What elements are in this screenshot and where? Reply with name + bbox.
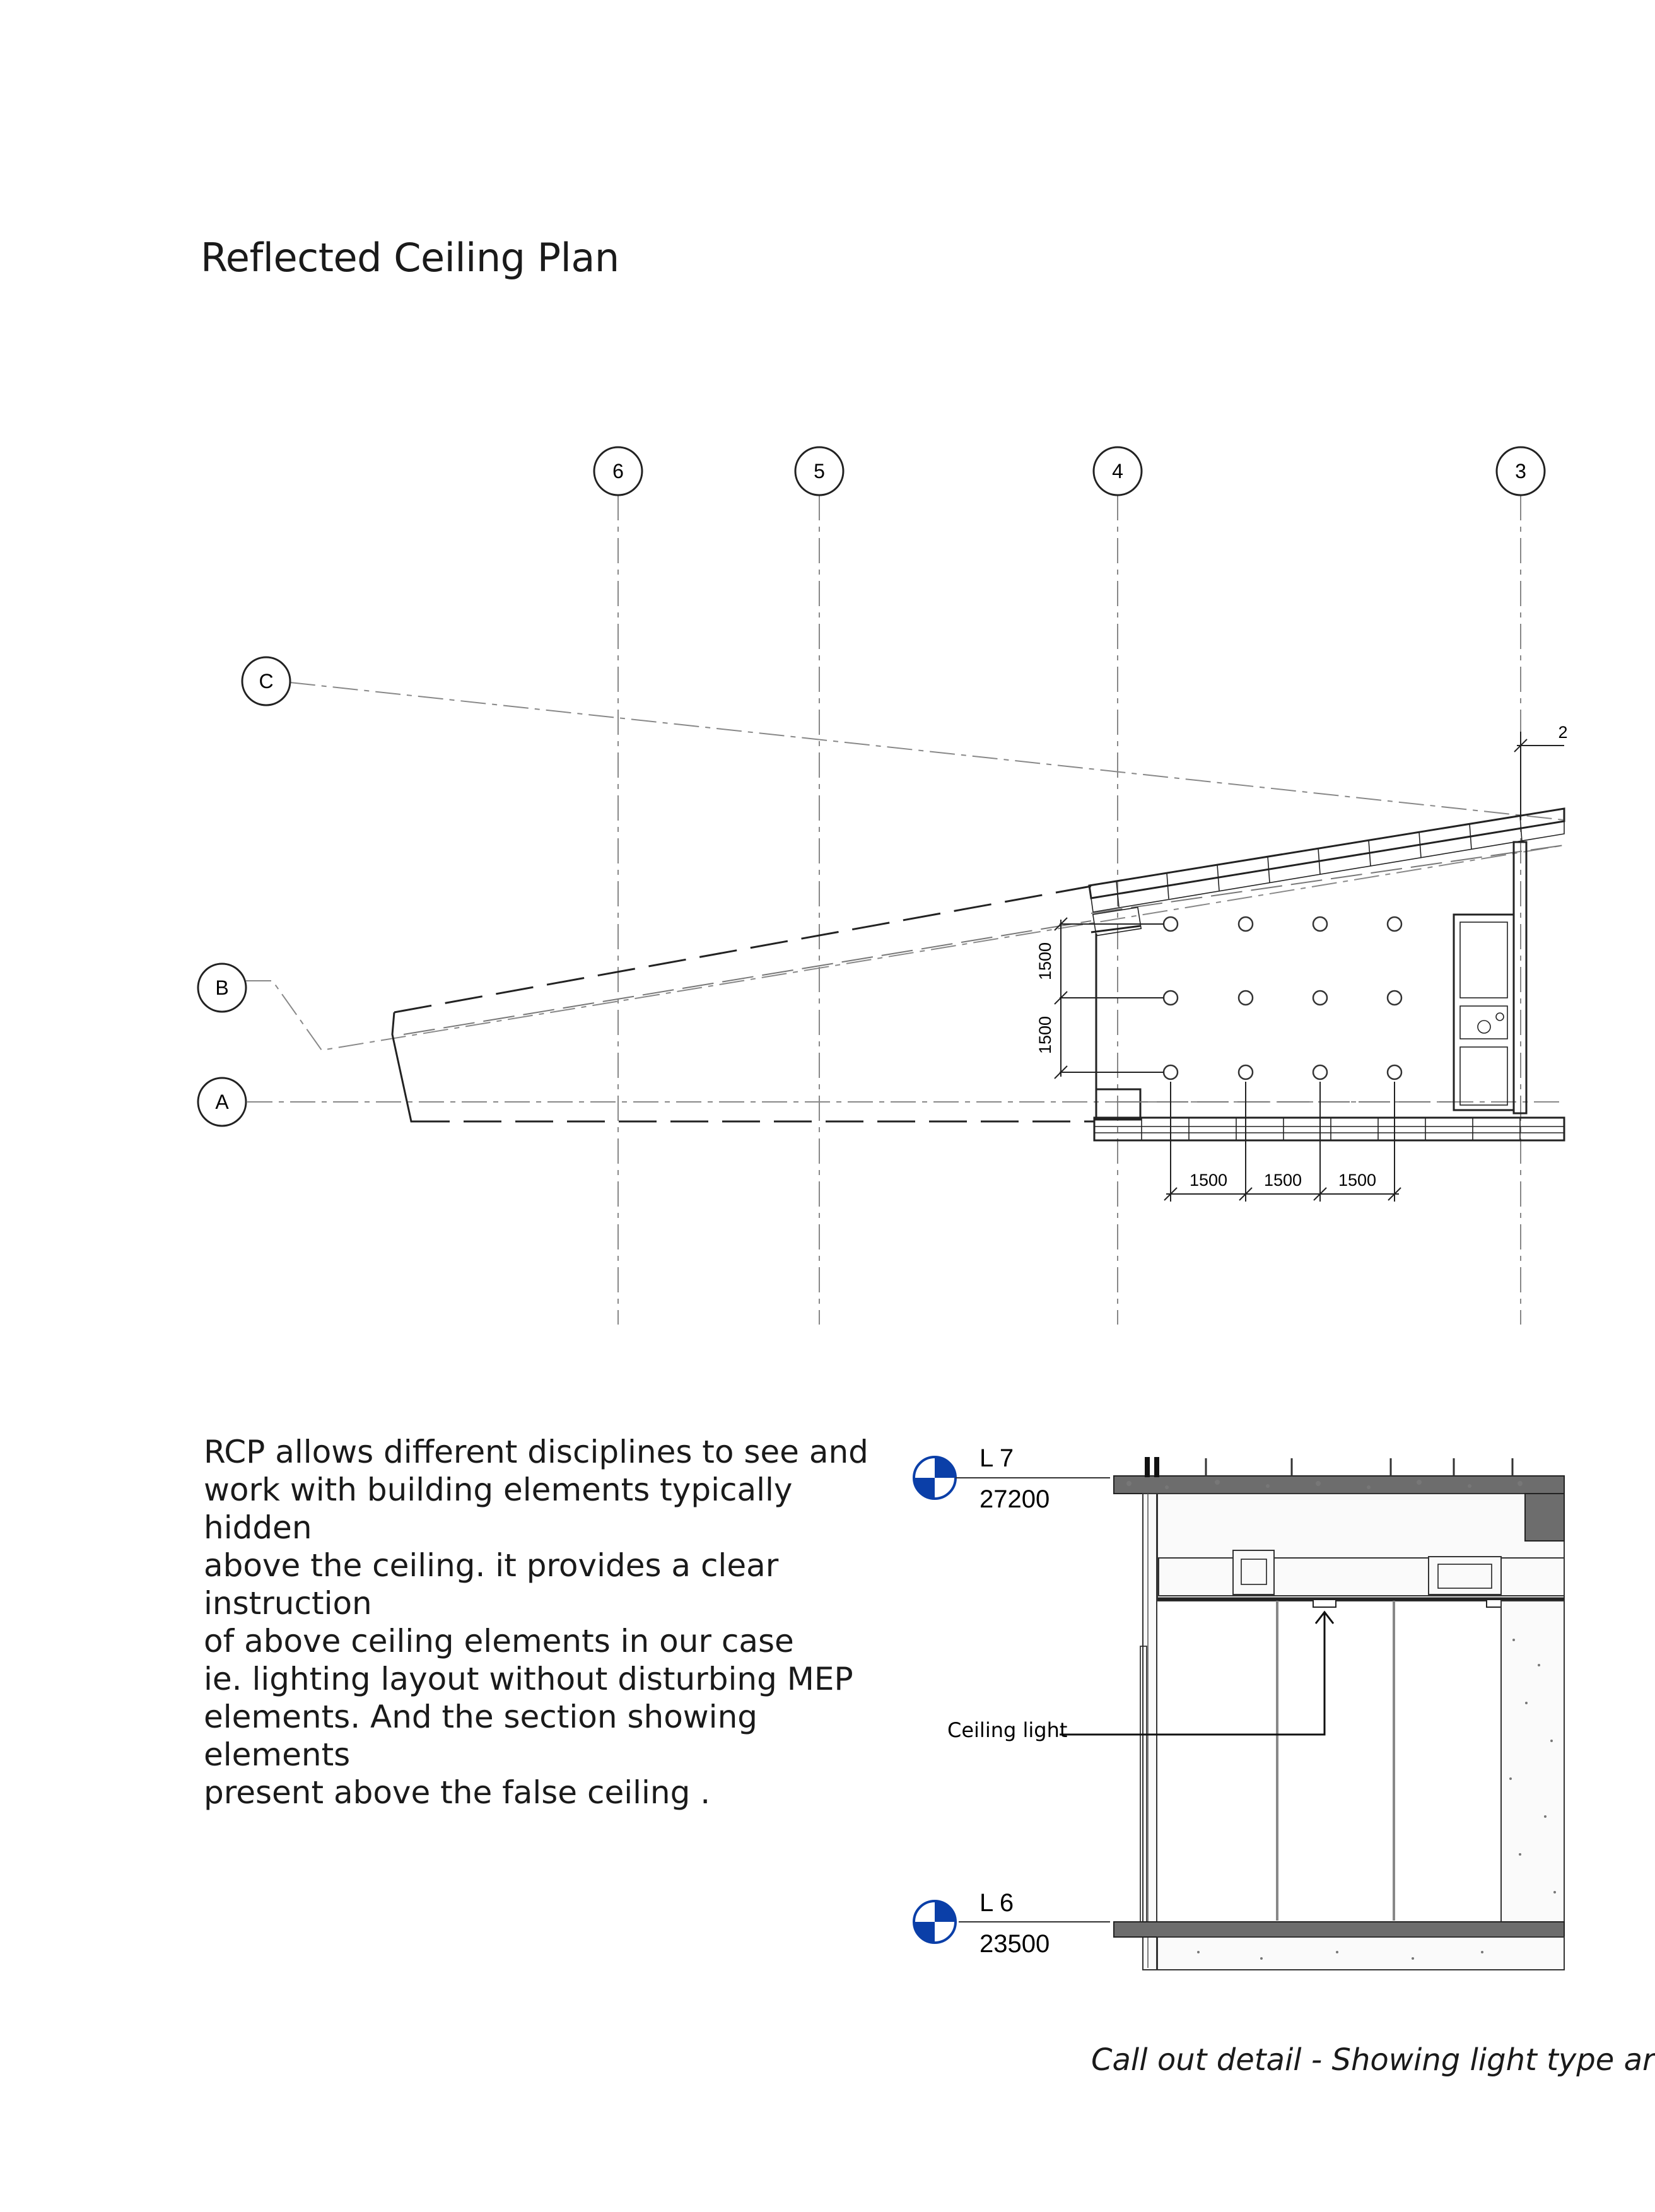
- grid-label-A: A: [215, 1091, 229, 1113]
- grid-line-B: [246, 845, 1564, 1050]
- ceiling-light-fixture: [1164, 1065, 1178, 1079]
- ceiling-light-fixture: [1388, 991, 1401, 1005]
- grid-bubble-4: [1094, 447, 1142, 495]
- interior-mullions: [1277, 1601, 1394, 1921]
- lower-slab: [1114, 1922, 1564, 1970]
- ceiling-light-fixture: [1388, 917, 1401, 931]
- ceiling-lights: [1164, 917, 1401, 1079]
- level-elevation-l7: 27200: [980, 1485, 1050, 1513]
- ceiling-plenum: [1157, 1494, 1564, 1607]
- page-title: Reflected Ceiling Plan: [201, 235, 619, 281]
- grid-label-6: 6: [612, 460, 624, 483]
- air-diffuser: [1233, 1550, 1274, 1595]
- ceiling-light-fixture: [1239, 1065, 1253, 1079]
- grid-bubble-3: [1497, 447, 1545, 495]
- ceiling-light-fixture: [1239, 991, 1253, 1005]
- level-marker-quadrant: [935, 1457, 956, 1478]
- vertical-dimension-string: [1036, 918, 1164, 1079]
- ceiling-light-fixture: [1313, 917, 1327, 931]
- grid-label-3: 3: [1515, 460, 1526, 483]
- left-wall: [1140, 1494, 1157, 1970]
- dimension-label-vertical-1: 1500: [1036, 942, 1055, 981]
- callout-caption: Call out detail - Showing light type ar: [1091, 2042, 1655, 2078]
- grid-line-C: [290, 682, 1564, 820]
- grid-bubble-A: [198, 1078, 246, 1126]
- grid-bubble-5: [795, 447, 843, 495]
- air-diffuser: [1429, 1557, 1501, 1595]
- dimension-label-partial: 2: [1558, 723, 1568, 742]
- concrete-wall: [1501, 1601, 1564, 1922]
- grid-label-4: 4: [1112, 460, 1123, 483]
- level-marker-l7: [914, 1444, 1110, 1513]
- level-elevation-l6: 23500: [980, 1930, 1050, 1958]
- dimension-label-vertical-2: 1500: [1036, 1015, 1055, 1055]
- dimension-label-horizontal-2: 1500: [1263, 1171, 1302, 1190]
- ceiling-light-section: [1313, 1600, 1336, 1607]
- horizontal-dimension-string: [1164, 1082, 1401, 1202]
- grid-label-B: B: [215, 976, 229, 999]
- ceiling-light-fixture: [1313, 1065, 1327, 1079]
- dimension-label-horizontal-3: 1500: [1338, 1171, 1377, 1190]
- ceiling-light-label: Ceiling light: [947, 1718, 1068, 1742]
- ceiling-light-fixture: [1388, 1065, 1401, 1079]
- grid-bubble-6: [594, 447, 642, 495]
- grid-bubble-B: [198, 964, 246, 1012]
- level-name-l7: L 7: [980, 1444, 1014, 1472]
- grid-label-C: C: [259, 670, 274, 693]
- ceiling-light-fixture: [1313, 991, 1327, 1005]
- overhead-outline: [392, 886, 1094, 1121]
- level-marker-l6: [914, 1889, 1110, 1958]
- partial-dimension: [1514, 723, 1568, 820]
- dimension-label-horizontal-1: 1500: [1189, 1171, 1228, 1190]
- ceiling-light-fixture: [1164, 917, 1178, 931]
- sloped-roof-edge: [1089, 809, 1564, 935]
- ceiling-light-fixture: [1239, 917, 1253, 931]
- upper-slab: [1114, 1457, 1564, 1494]
- grid-label-5: 5: [814, 460, 825, 483]
- section-callout-drawing: [883, 1419, 1564, 1987]
- level-name-l6: L 6: [980, 1889, 1014, 1917]
- duct-run: [1159, 1558, 1564, 1596]
- description-text: RCP allows different disciplines to see and work with building elements typically hidden above the ceiling. it provides a clear instruction of above ceiling elements in our case ie. lighting layout without disturbing MEP elements. And the section showing elements present above the false ceiling .: [204, 1434, 868, 1811]
- ceiling-light-fixture: [1164, 991, 1178, 1005]
- grid-bubble-C: [242, 657, 290, 705]
